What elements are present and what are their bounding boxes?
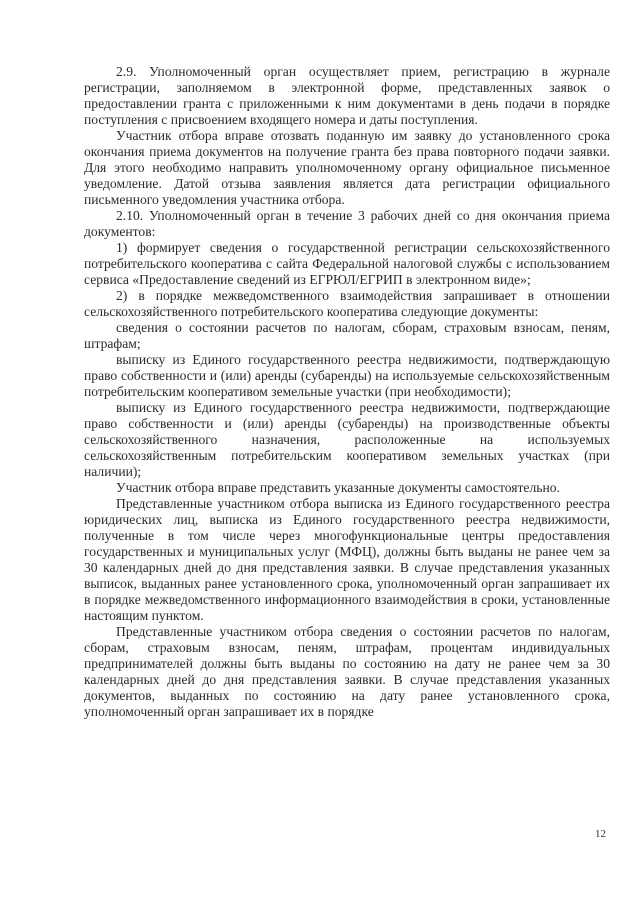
- page-number: 12: [595, 828, 606, 840]
- paragraph-2-9: 2.9. Уполномоченный орган осуществляет прием, регистрацию в журнале регистрации, заполняемом в электронной форме, представленных заявок о предоставлении гранта с приложенными к ним документами в день подачи в порядке поступления с присвоением входящего номера и даты поступления.: [84, 64, 610, 127]
- paragraph-self-submit: Участник отбора вправе представить указанные документы самостоятельно.: [116, 480, 560, 495]
- paragraph-objects-extract: выписку из Единого государственного реестра недвижимости, подтверждающие право собственности и (или) аренды (субаренды) на производственные объекты сельскохозяйственного назначения, расположенные на используемых сельскохозяйственным потребительским кооперативом земельных участках (при наличии);: [84, 400, 610, 479]
- paragraph-2-10: 2.10. Уполномоченный орган в течение 3 рабочих дней со дня окончания приема документов:: [84, 208, 610, 239]
- paragraph-land-extract: выписку из Единого государственного реестра недвижимости, подтверждающую право собственности и (или) аренды (субаренды) на используемые сельскохозяйственным потребительским кооперативом земельные участки (при необходимости);: [84, 352, 610, 399]
- paragraph-item-2: 2) в порядке межведомственного взаимодействия запрашивает в отношении сельскохозяйственного потребительского кооператива следующие документы:: [84, 288, 610, 319]
- paragraph-tax-info: сведения о состоянии расчетов по налогам, сборам, страховым взносам, пеням, штрафам;: [84, 320, 610, 351]
- paragraph-tax-validity: Представленные участником отбора сведения о состоянии расчетов по налогам, сборам, страховым взносам, пеням, штрафам, процентам индивидуальных предпринимателей должны быть выданы по состоянию на дату не ранее чем за 30 календарных дней до дня представления заявки. В случае представления указанных документов, выданных по состоянию на дату ранее установленного срока, уполномоченный орган запрашивает их в порядке: [84, 624, 610, 719]
- paragraph-item-1: 1) формирует сведения о государственной регистрации сельскохозяйственного потребительского кооператива с сайта Федеральной налоговой службы с использованием сервиса «Предоставление сведений из ЕГРЮЛ/ЕГРИП в электронном виде»;: [84, 240, 610, 287]
- paragraph-extracts-validity: Представленные участником отбора выписка из Единого государственного реестра юридических лиц, выписка из Единого государственного реестра недвижимости, полученные в том числе через многофункциональные центры предоставления государственных и муниципальных услуг (МФЦ), должны быть выданы не ранее чем за 30 календарных дней до дня представления заявки. В случае представления указанных выписок, выданных ранее установленного срока, уполномоченный орган запрашивает их в порядке межведомственного информационного взаимодействия в сроки, установленные настоящим пунктом.: [84, 496, 610, 623]
- paragraph-withdrawal: Участник отбора вправе отозвать поданную им заявку до установленного срока окончания приема документов на получение гранта без права повторного подачи заявки. Для этого необходимо направить уполномоченному органу официальное письменное уведомление. Датой отзыва заявления является дата регистрации официального письменного уведомления участника отбора.: [84, 128, 610, 207]
- document-body: [84, 64, 610, 720]
